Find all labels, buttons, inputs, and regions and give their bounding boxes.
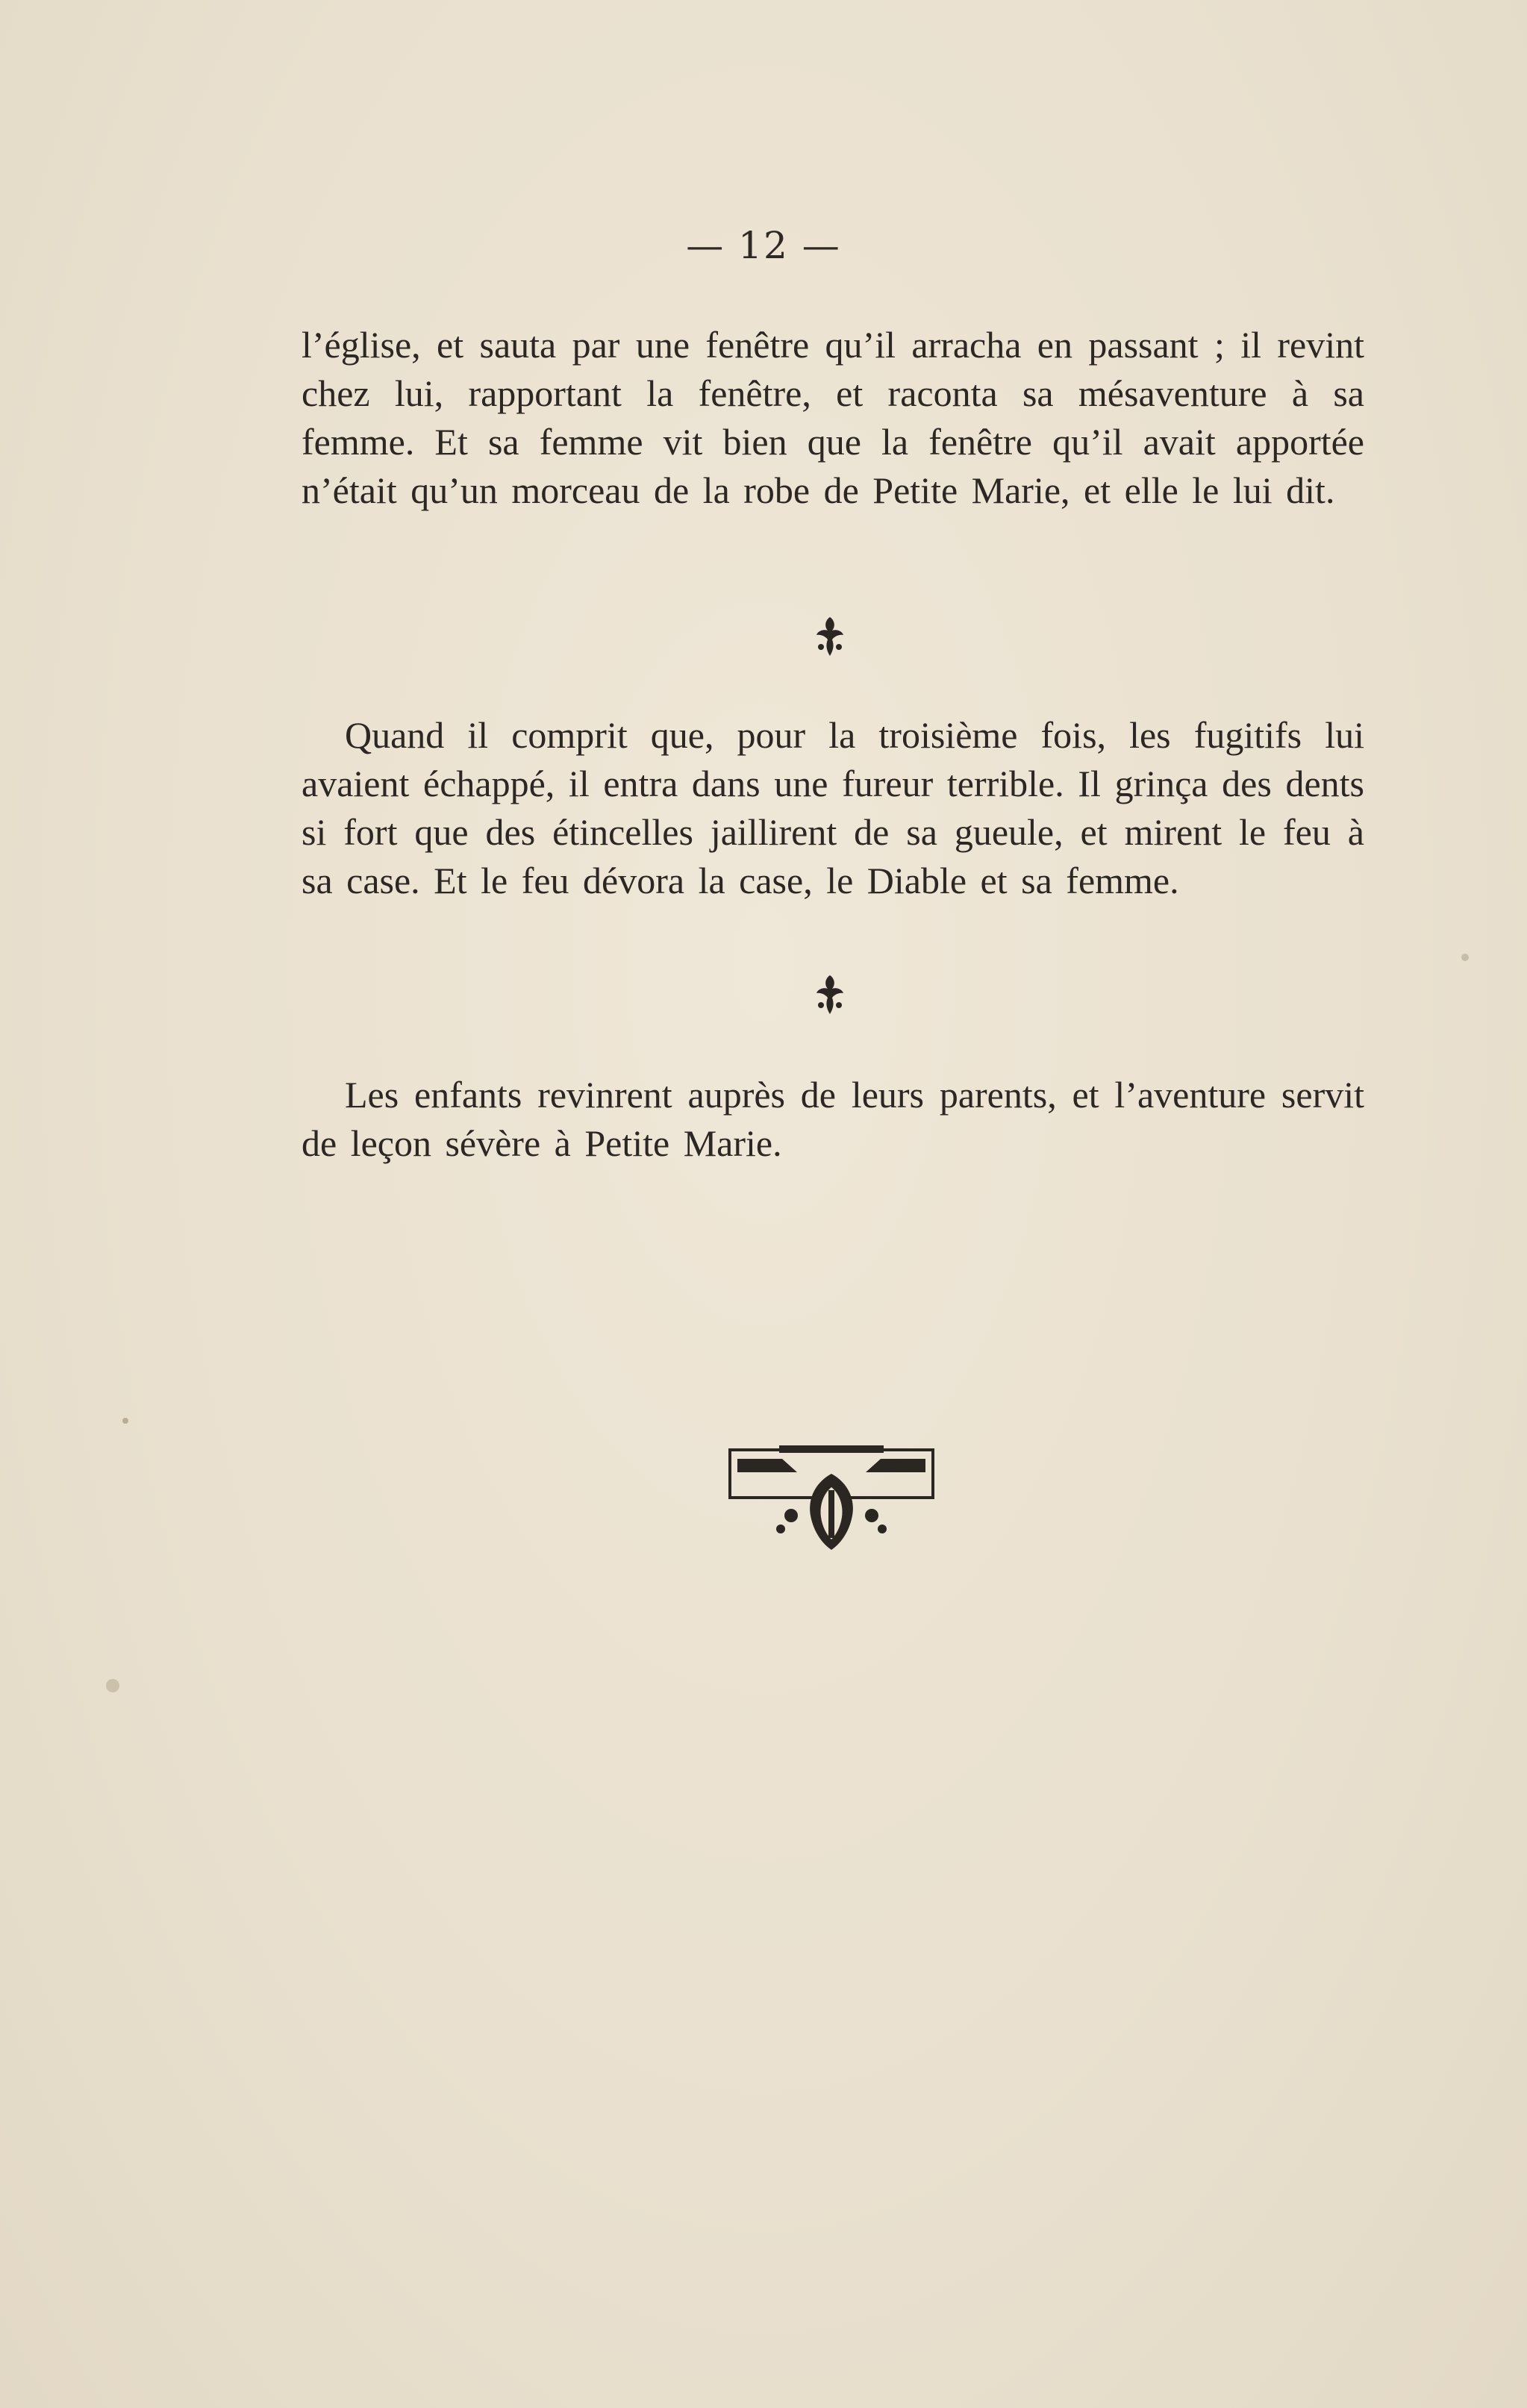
paragraph-3 [302,1071,1364,1168]
paragraph-1-text: l’église, et sauta par une fenêtre qu’il arracha en passant ; il revint chez lui, rapportant la fenêtre, et raconta sa mésaventure à sa femme. Et sa femme vit bien que la fenêtre qu’il avait apportée n’était qu’un morceau de la robe de Petite Marie, et elle le lui dit. [302,324,1364,511]
paragraph-1 [302,321,1364,515]
page-number: — 12 — [686,224,841,267]
paragraph-3-text: Les enfants revinrent auprès de leurs parents, et l’aventure servit de leçon sévère à Petite Marie. [302,1074,1364,1164]
paper-speck [106,1679,119,1692]
paper-speck [1461,954,1469,961]
paragraph-2-text: Quand il comprit que, pour la troisième fois, les fugitifs lui avaient échappé, il entra dans une fureur terrible. Il grinça des dents si fort que des étincelles jaillirent de sa gueule, et mirent le feu à sa case. Et le feu dévora la case, le Diable et sa femme. [302,714,1364,901]
paragraph-2 [302,711,1364,905]
fleuron-icon [808,614,852,659]
fleuron-icon [808,972,852,1017]
tailpiece-ornament-icon [727,1444,936,1552]
paper-speck [122,1418,128,1424]
